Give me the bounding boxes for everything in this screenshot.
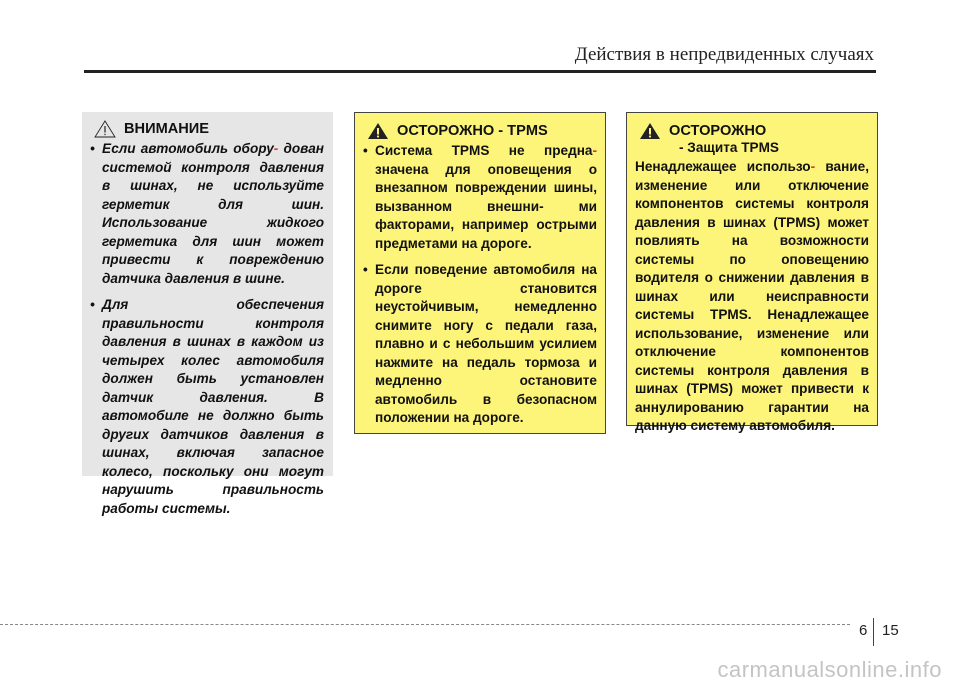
list-item: • Для обеспечения правильности контроля давления в шинах в каждом из четырех колес автомобиля должен быть установлен датчик давления. В автомобиле не должно быть других датчиков давления в шинах, включая запасное колесо, поскольку они могут нарушить правильность работы системы.: [90, 296, 324, 518]
warning-protection-subtitle: - Защита TPMS: [679, 140, 779, 155]
caution-outline-icon: [94, 120, 116, 138]
warning-protection-box: [626, 112, 878, 433]
header-title: Действия в непредвиденных случаях: [574, 44, 874, 65]
warning-tpms-header: [363, 122, 597, 140]
list-item: • Если поведение автомобиля на дороге становится неустойчивым, немедленно снимите ногу с педали газа, плавно и с небольшим усилием нажмите на педаль тормоза и медленно остановите автомобиль в безопасном положении на дороге.: [363, 261, 597, 428]
notice-header: [90, 120, 324, 138]
watermark: carmanualsonline.info: [717, 657, 942, 682]
section-number: 6: [859, 622, 868, 639]
header-rule: [84, 70, 876, 73]
notice-box: [82, 112, 333, 516]
page-number: 15: [882, 622, 899, 639]
page-number-separator: [873, 618, 874, 646]
notice-list: [90, 140, 324, 518]
warning-icon: [639, 122, 661, 140]
notice-title: ВНИМАНИЕ: [124, 121, 210, 137]
warning-protection-text: Ненадлежащее использо- вание, изменение или отключение компонентов системы контроля давления в шинах (TPMS) может повлиять на возможности системы по оповещению водителя о снижении давления в шинах или неисправности системы TPMS. Ненадлежащее использование, изменение или отключение компонентов системы контроля давления в шинах (TPMS) может привести к аннулированию гарантии на данную систему автомобиля.: [635, 159, 870, 433]
footer-rule: [0, 624, 850, 625]
warning-tpms-list: [363, 142, 597, 428]
list-item: • Если автомобиль обору- дован системой контроля давления в шинах, не используйте герметик для шин. Использование жидкого герметика для шин может привести к повреждению датчика давления в шине.: [90, 140, 324, 288]
warning-icon: [367, 122, 389, 140]
warning-tpms-box: [354, 112, 606, 434]
warning-protection-title: ОСТОРОЖНО: [669, 123, 767, 139]
warning-protection-header: [635, 122, 869, 156]
warning-tpms-title: ОСТОРОЖНО - TPMS: [397, 123, 548, 139]
list-item: • Система TPMS не предна- значена для оповещения о внезапном повреждении шины, вызванном внешни- ми факторами, например острыми предметами на дороге.: [363, 142, 597, 253]
